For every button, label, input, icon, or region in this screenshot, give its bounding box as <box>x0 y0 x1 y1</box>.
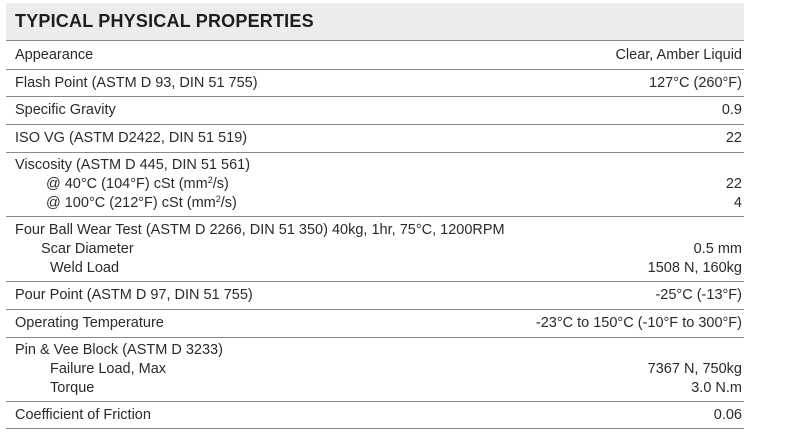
row-value: 22 <box>725 130 742 146</box>
row-friction <box>6 402 744 429</box>
row-flash-point <box>6 70 744 97</box>
row-sub-label: Failure Load, Max <box>50 361 167 377</box>
row-sub-value: 1508 N, 160kg <box>647 260 742 276</box>
row-label: Coefficient of Friction <box>15 407 151 423</box>
row-value: -23°C to 150°C (-10°F to 300°F) <box>535 315 742 331</box>
row-sub-label: @ 40°C (104°F) cSt $(mm^2/s)$ <box>46 175 229 192</box>
row-sub-value: 22 <box>725 176 742 192</box>
row-appearance <box>6 41 744 70</box>
row-sub-value: 0.5 mm <box>693 241 742 257</box>
row-sub-value: 7367 N, 750kg <box>647 361 742 377</box>
row-sub-label: Torque <box>50 380 95 396</box>
row-value: 0.06 <box>713 407 742 423</box>
row-label: Pin & Vee Block (ASTM D 3233) <box>15 342 223 358</box>
row-sub-value: 3.0 N.m <box>691 380 742 396</box>
row-value: -25°C (-13°F) <box>655 287 742 303</box>
row-pour-point <box>6 282 744 310</box>
row-operating-temperature <box>6 310 744 338</box>
row-sub-value: 4 <box>733 195 742 211</box>
row-specific-gravity <box>6 97 744 125</box>
properties-table <box>6 3 744 429</box>
row-value: Clear, Amber Liquid <box>615 47 742 63</box>
row-label: ISO VG (ASTM D2422, DIN 51 519) <box>15 130 248 146</box>
row-label: Specific Gravity <box>15 102 116 118</box>
row-sub-label: @ 100°C (212°F) cSt $(mm^2/s)$ <box>46 194 237 211</box>
row-label: Operating Temperature <box>15 315 164 331</box>
row-label: Flash Point (ASTM D 93, DIN 51 755) <box>15 75 258 91</box>
row-label: Viscosity (ASTM D 445, DIN 51 561) <box>15 157 251 173</box>
row-sub-label: Weld Load <box>50 260 120 276</box>
row-value: 0.9 <box>721 102 742 118</box>
row-label: Appearance <box>15 47 94 63</box>
row-value: 127°C (260°F) <box>649 75 742 91</box>
row-sub-label: Scar Diameter <box>41 241 134 257</box>
table-header <box>6 3 744 41</box>
row-iso-vg <box>6 125 744 153</box>
row-viscosity <box>6 153 744 217</box>
row-label: Four Ball Wear Test (ASTM D 2266, DIN 51 350) 40kg, 1hr, 75°C, 1200RPM <box>15 222 505 238</box>
row-pin-vee <box>6 338 744 402</box>
row-label: Pour Point (ASTM D 97, DIN 51 755) <box>15 287 253 303</box>
table-title: TYPICAL PHYSICAL PROPERTIES <box>15 11 314 31</box>
row-four-ball <box>6 217 744 282</box>
